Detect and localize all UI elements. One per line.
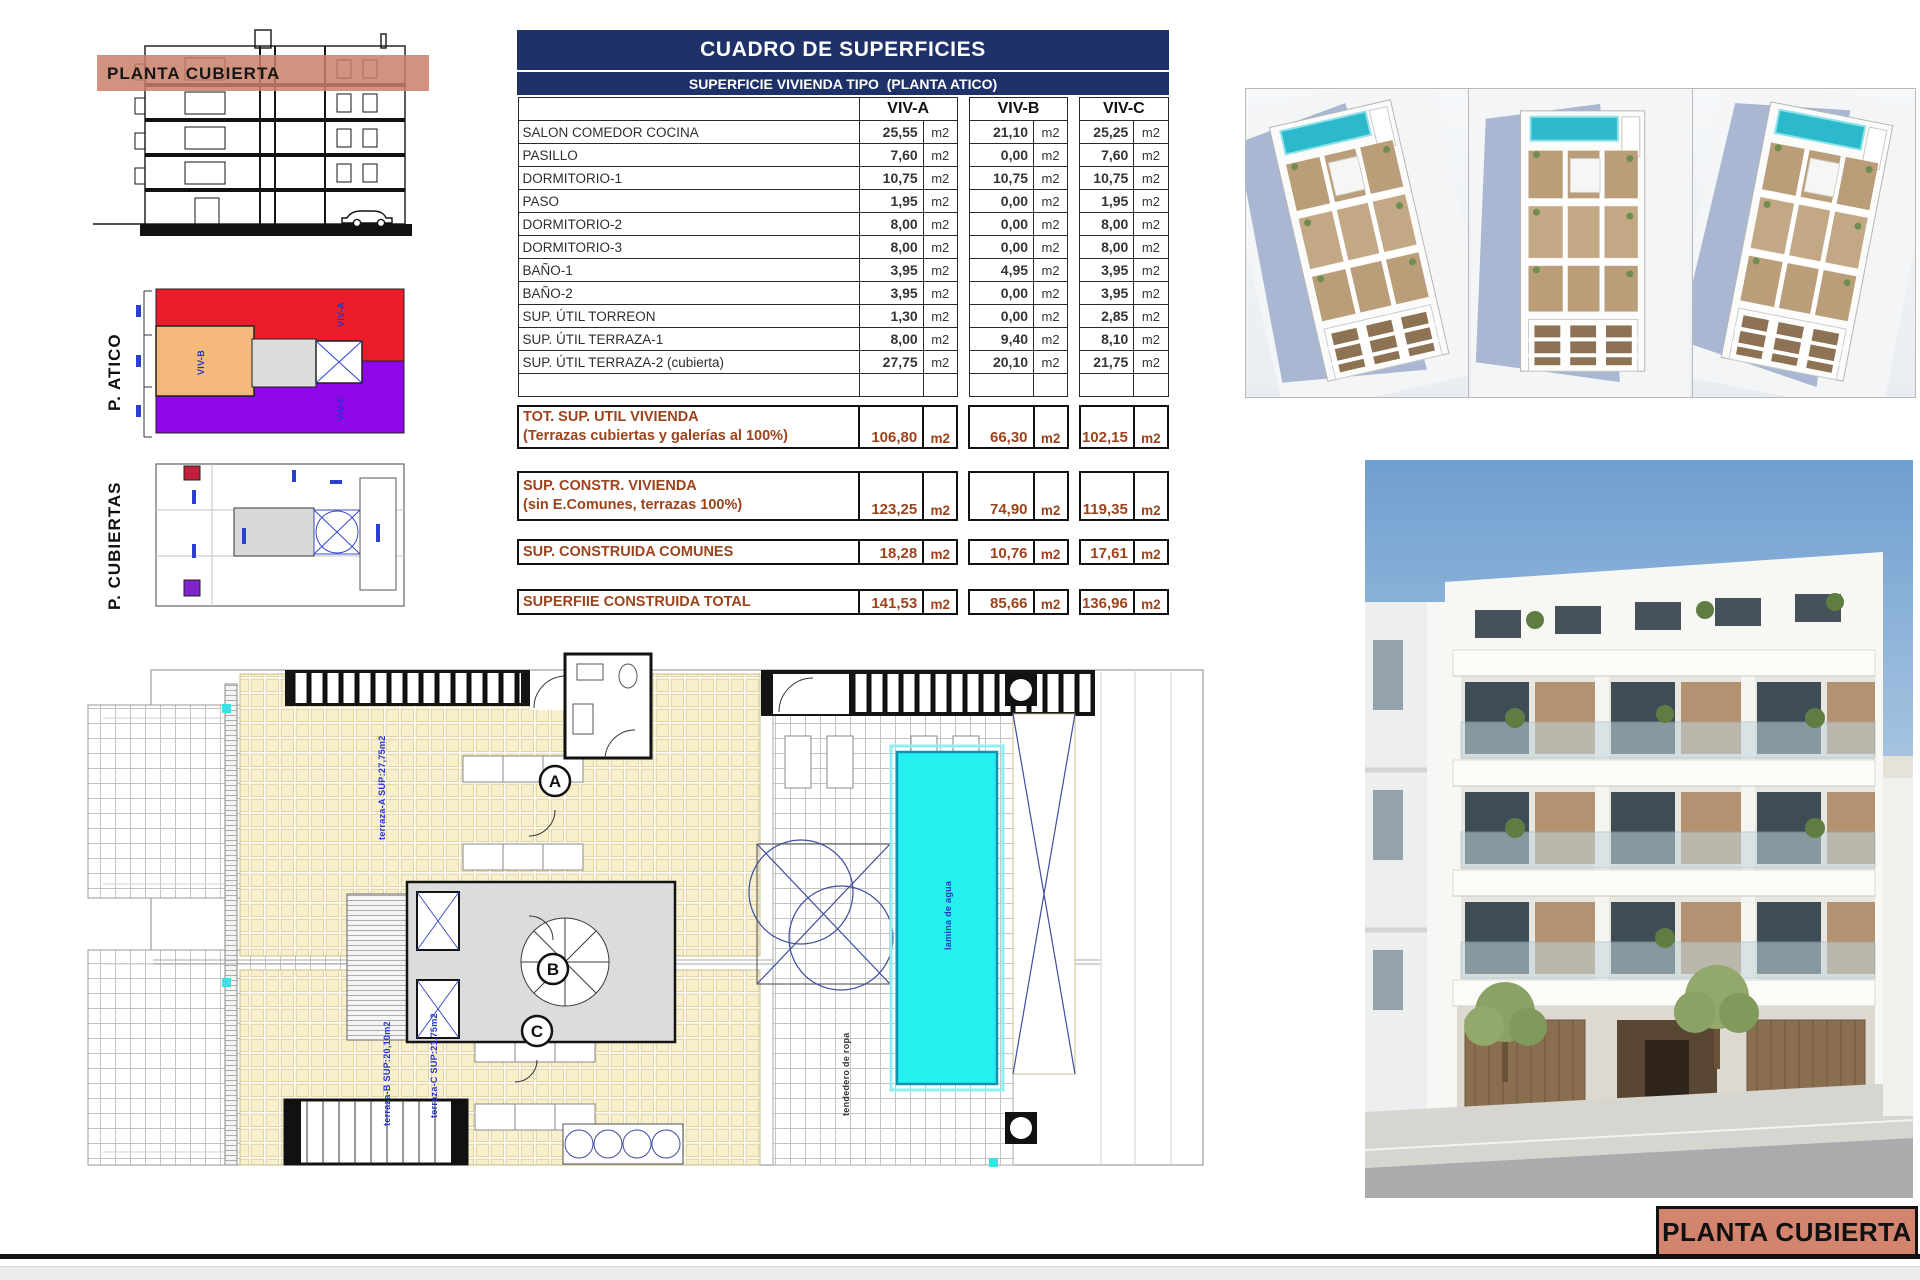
gap [957,144,969,167]
viv-b-value: 0,00 [969,305,1033,328]
row-label [518,374,859,397]
viv-c-value: 21,75 [1080,351,1134,374]
row-label: PASILLO [518,144,859,167]
gap [957,540,969,564]
gap [957,282,969,305]
unit-cell: m2 [1034,121,1068,144]
viv-b-value: 0,00 [969,190,1033,213]
viv-a-value: 3,95 [859,259,923,282]
gap [957,236,969,259]
unit-cell: m2 [1134,282,1168,305]
stair-core [347,882,675,1042]
viv-c-total: 17,61 [1080,540,1134,564]
table-subtitle: SUPERFICIE VIVIENDA TIPO (PLANTA ATICO) [517,70,1169,95]
viv-c-value: 8,00 [1080,236,1134,259]
viv-b-total: 85,66 [969,590,1033,614]
unit-cell: m2 [923,305,957,328]
viv-a-value: 3,95 [859,282,923,305]
unit-cell: m2 [1034,305,1068,328]
gap [1068,167,1080,190]
table-row [518,121,1168,144]
table-row [518,190,1168,213]
unit-cell: m2 [1034,167,1068,190]
viv-a-value: 1,95 [859,190,923,213]
viv-b-value: 0,00 [969,282,1033,305]
unit-cell: m2 [1134,590,1168,614]
total-label: SUP. CONSTRUIDA COMUNES [518,540,859,564]
viv-b-value: 21,10 [969,121,1033,144]
unit-cell [923,374,957,397]
viv-a-total: 18,28 [859,540,923,564]
unit-cell: m2 [1034,190,1068,213]
gap [1068,213,1080,236]
gap [1068,374,1080,397]
sheet-bottom-rule [0,1254,1920,1259]
unit-cell: m2 [923,328,957,351]
gap [957,472,969,520]
terraza-a-label: terraza-A SUP:27,75m2 [377,735,387,840]
viv-c-value: 3,95 [1080,282,1134,305]
unit-cell: m2 [1134,540,1168,564]
separator-row [518,448,1168,472]
unit-cell: m2 [923,351,957,374]
unit-cell: m2 [1134,144,1168,167]
viv-c-value: 25,25 [1080,121,1134,144]
row-label: SUP. ÚTIL TORREON [518,305,859,328]
viv-b-value: 20,10 [969,351,1033,374]
viv-b-total: 10,76 [969,540,1033,564]
total-row [518,590,1168,614]
table-row [518,328,1168,351]
header-empty [518,98,859,121]
aerial-render-2 [1468,88,1692,398]
atico-viv-b-label: VIV-B [196,349,206,375]
gap [1068,305,1080,328]
row-label: DORMITORIO-1 [518,167,859,190]
viv-c-value: 8,10 [1080,328,1134,351]
viv-c-value: 10,75 [1080,167,1134,190]
separator-row [518,520,1168,540]
viv-a-value: 8,00 [859,213,923,236]
unit-cell: m2 [1134,121,1168,144]
gap [1068,121,1080,144]
roof-plan-drawing [85,648,1210,1173]
svg-text:C: C [530,1022,544,1041]
viv-b-value: 0,00 [969,144,1033,167]
unit-cell: m2 [1134,213,1168,236]
table-row [518,236,1168,259]
separator-row [518,564,1168,590]
row-label: SUP. ÚTIL TERRAZA-2 (cubierta) [518,351,859,374]
unit-cell: m2 [1134,236,1168,259]
viv-b-value: 10,75 [969,167,1033,190]
atico-viv-c-label: VIV-C [336,395,346,421]
bottom-stair [285,1100,467,1164]
viv-a-value: 25,55 [859,121,923,144]
svg-text:A: A [548,772,562,791]
column-viv-a: VIV-A [859,98,957,121]
unit-cell: m2 [1134,259,1168,282]
row-label: DORMITORIO-3 [518,236,859,259]
atico-label: P. ATICO [105,333,124,411]
gap [1068,259,1080,282]
unit-cell: m2 [1134,406,1168,448]
gap [1068,406,1080,448]
unit-cell: m2 [923,121,957,144]
gap [957,590,969,614]
section-band-label: PLANTA CUBIERTA [107,64,281,83]
gap [957,121,969,144]
viv-c-value [1080,374,1134,397]
surface-table [517,30,1169,615]
viv-c-value: 3,95 [1080,259,1134,282]
laundry-label: tendedero de ropa [841,1032,851,1116]
separator-row [518,397,1168,407]
viv-b-total: 74,90 [969,472,1033,520]
separator [518,397,1168,407]
gap [1068,144,1080,167]
viv-a-value: 27,75 [859,351,923,374]
viv-c-value: 8,00 [1080,213,1134,236]
cubiertas-label: P. CUBIERTAS [105,481,124,610]
viv-c-value: 1,95 [1080,190,1134,213]
unit-cell: m2 [1134,351,1168,374]
unit-cell: m2 [1034,282,1068,305]
viv-c-total: 136,96 [1080,590,1134,614]
table-row [518,213,1168,236]
aerial-renders [1245,88,1915,398]
unit-cell: m2 [1034,540,1068,564]
viv-c-value: 2,85 [1080,305,1134,328]
total-label: TOT. SUP. UTIL VIVIENDA (Terrazas cubiertas y galerías al 100%) [518,406,859,448]
gap [957,259,969,282]
viv-b-value: 0,00 [969,213,1033,236]
gap [1068,472,1080,520]
separator [518,564,1168,590]
viv-b-value: 9,40 [969,328,1033,351]
gap [1068,328,1080,351]
gap [957,328,969,351]
unit-cell: m2 [1034,406,1068,448]
aerial-render-1 [1245,88,1469,398]
unit-cell: m2 [1134,190,1168,213]
unit-cell: m2 [923,406,957,448]
viv-c-value: 7,60 [1080,144,1134,167]
gap [1068,351,1080,374]
viv-c-total: 119,35 [1080,472,1134,520]
table-row [518,167,1168,190]
row-label: PASO [518,190,859,213]
unit-cell: m2 [1034,213,1068,236]
total-label: SUP. CONSTR. VIVIENDA (sin E.Comunes, terrazas 100%) [518,472,859,520]
table-title: CUADRO DE SUPERFICIES [517,30,1169,70]
gap [1068,590,1080,614]
unit-cell: m2 [1134,305,1168,328]
viv-a-value [859,374,923,397]
pool [891,746,1003,1090]
column-viv-b: VIV-B [969,98,1067,121]
unit-cell: m2 [923,213,957,236]
total-row [518,540,1168,564]
gap [1068,540,1080,564]
unit-cell [1034,374,1068,397]
unit-cell: m2 [923,282,957,305]
gap [957,213,969,236]
gap [957,351,969,374]
table-row [518,144,1168,167]
viv-a-value: 10,75 [859,167,923,190]
atico-viv-a-label: VIV-A [336,301,346,327]
gap [957,406,969,448]
column-viv-c: VIV-C [1080,98,1168,121]
gap [957,190,969,213]
sheet-title-box [1656,1206,1918,1258]
svg-text:B: B [546,960,560,979]
separator [518,448,1168,472]
unit-cell: m2 [1134,328,1168,351]
unit-cell: m2 [923,190,957,213]
expansion-strip [225,684,237,1165]
viv-a-total: 141,53 [859,590,923,614]
gap [1068,282,1080,305]
unit-cell: m2 [1034,236,1068,259]
table-row [518,282,1168,305]
water-tanks [563,1124,683,1164]
total-label: SUPERFIIE CONSTRUIDA TOTAL [518,590,859,614]
facade-photo [1365,460,1913,1198]
unit-cell: m2 [923,590,957,614]
gap [1068,190,1080,213]
gap [1068,236,1080,259]
unit-cell: m2 [923,144,957,167]
unit-cell: m2 [923,540,957,564]
total-row [518,472,1168,520]
viv-b-value: 0,00 [969,236,1033,259]
table-row [518,305,1168,328]
section-elevation-drawing [85,28,430,266]
pool-label: lamina de agua [943,880,953,950]
viv-b-value: 4,95 [969,259,1033,282]
gap [957,374,969,397]
unit-cell: m2 [1034,144,1068,167]
unit-cell: m2 [1134,472,1168,520]
unit-cell [1134,374,1168,397]
row-label: BAÑO-2 [518,282,859,305]
row-label: BAÑO-1 [518,259,859,282]
atico-key-plan [92,283,414,445]
row-label: SUP. ÚTIL TERRAZA-1 [518,328,859,351]
torreon-room [565,654,651,758]
viv-a-total: 106,80 [859,406,923,448]
unit-cell: m2 [1034,472,1068,520]
unit-cell: m2 [923,472,957,520]
viv-b-value [969,374,1033,397]
total-row [518,406,1168,448]
terraza-b-label: terraza-B SUP:20,10m2 [382,1021,392,1126]
table-row [518,351,1168,374]
sheet-bottom-strip [0,1266,1920,1280]
unit-cell: m2 [923,167,957,190]
unit-cell: m2 [1034,590,1068,614]
table-header-row [518,98,1168,121]
unit-cell: m2 [923,236,957,259]
surface-table-grid [517,97,1169,615]
separator [518,520,1168,540]
viv-c-total: 102,15 [1080,406,1134,448]
table-row [518,374,1168,397]
viv-a-total: 123,25 [859,472,923,520]
table-row [518,259,1168,282]
gap [957,167,969,190]
row-label: SALON COMEDOR COCINA [518,121,859,144]
sheet-title-label: PLANTA CUBIERTA [1662,1216,1912,1247]
unit-cell: m2 [1034,259,1068,282]
viv-b-total: 66,30 [969,406,1033,448]
row-label: DORMITORIO-2 [518,213,859,236]
unit-cell: m2 [923,259,957,282]
gap [957,305,969,328]
unit-cell: m2 [1034,328,1068,351]
viv-a-value: 7,60 [859,144,923,167]
unit-cell: m2 [1034,351,1068,374]
unit-cell: m2 [1134,167,1168,190]
cubiertas-key-plan [92,452,414,622]
aerial-render-3 [1692,88,1916,398]
viv-a-value: 1,30 [859,305,923,328]
terraza-c-label: terraza-C SUP:21,75m2 [429,1013,439,1118]
viv-a-value: 8,00 [859,328,923,351]
viv-a-value: 8,00 [859,236,923,259]
